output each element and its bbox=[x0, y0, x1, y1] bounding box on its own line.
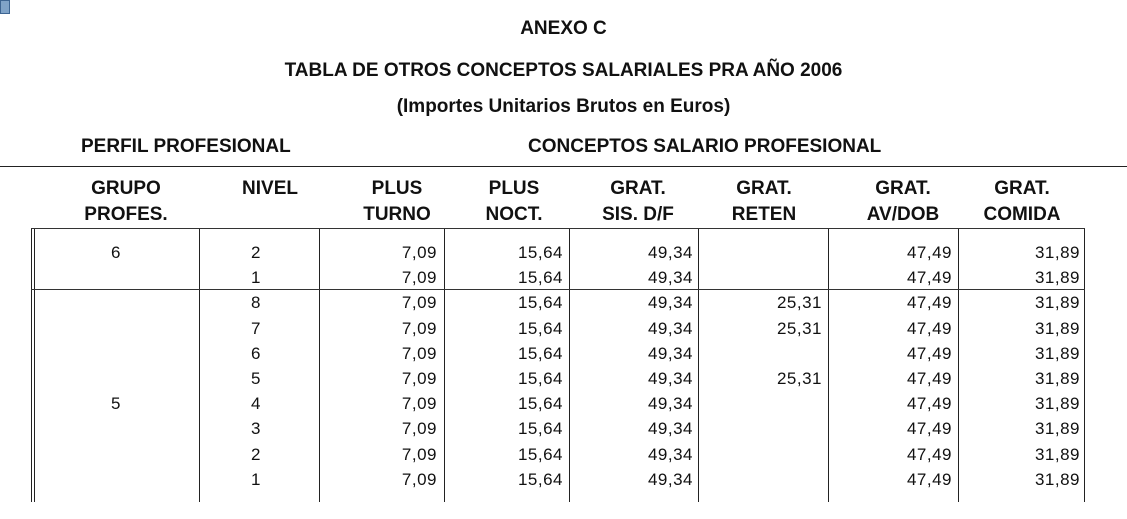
value-cell: 15,64 bbox=[517, 369, 563, 388]
table-column-line bbox=[444, 228, 445, 502]
value-cell: 31,89 bbox=[1034, 419, 1080, 439]
value-cell: 15,64 bbox=[517, 318, 563, 338]
value-cell: 7,09 bbox=[401, 243, 437, 262]
table-column-line bbox=[698, 228, 699, 502]
table-column-line bbox=[31, 228, 32, 502]
value-cell: 47,49 bbox=[906, 394, 952, 414]
section-conceptos-salario: CONCEPTOS SALARIO PROFESIONAL bbox=[528, 136, 882, 157]
value-cell: 15,64 bbox=[517, 469, 563, 489]
value-cell: 49,34 bbox=[647, 318, 693, 338]
value-cell: 31,89 bbox=[1034, 243, 1080, 262]
value-cell: 31,89 bbox=[1034, 268, 1080, 288]
value-cell: 15,64 bbox=[517, 419, 563, 439]
value-cell: 31,89 bbox=[1034, 318, 1080, 338]
column-header bbox=[843, 176, 963, 228]
nivel-cell: 2 bbox=[251, 243, 261, 262]
grupo-value: 6 bbox=[111, 243, 121, 262]
table-column-line bbox=[569, 228, 570, 502]
column-header bbox=[578, 176, 698, 228]
column-header bbox=[962, 176, 1082, 228]
value-cell: 7,09 bbox=[401, 394, 437, 414]
value-cell: 25,31 bbox=[776, 318, 822, 338]
nivel-cell: 2 bbox=[251, 444, 261, 464]
column-header-line1: PLUS bbox=[371, 178, 423, 199]
value-cell: 49,34 bbox=[647, 444, 693, 464]
table-top-line bbox=[31, 228, 1085, 229]
value-cell: 15,64 bbox=[517, 243, 563, 262]
value-cell: 49,34 bbox=[647, 469, 693, 489]
value-cell: 49,34 bbox=[647, 343, 693, 363]
value-cell: 47,49 bbox=[906, 444, 952, 464]
value-cell: 47,49 bbox=[906, 243, 952, 262]
value-cell: 7,09 bbox=[401, 318, 437, 338]
column-header-line2 bbox=[210, 202, 330, 228]
value-cell: 31,89 bbox=[1034, 369, 1080, 388]
nivel-cell: 7 bbox=[251, 318, 261, 338]
column-header-line1: GRAT. bbox=[875, 178, 931, 199]
value-cell: 47,49 bbox=[906, 469, 952, 489]
column-header bbox=[66, 176, 186, 228]
column-header bbox=[210, 176, 330, 228]
table-column-line bbox=[958, 228, 959, 502]
value-cell: 47,49 bbox=[906, 268, 952, 288]
window-corner-icon bbox=[0, 0, 10, 14]
value-cell: 25,31 bbox=[776, 369, 822, 388]
column-header-line2: RETEN bbox=[731, 204, 797, 225]
value-cell: 7,09 bbox=[401, 419, 437, 439]
value-cell: 31,89 bbox=[1034, 444, 1080, 464]
column-header-line2: NOCT. bbox=[485, 204, 543, 225]
value-cell: 7,09 bbox=[401, 293, 437, 313]
units-note: (Importes Unitarios Brutos en Euros) bbox=[396, 96, 731, 117]
nivel-cell: 3 bbox=[251, 419, 261, 439]
column-header-line2: COMIDA bbox=[983, 204, 1061, 225]
grupo-value: 5 bbox=[111, 393, 121, 413]
column-header-line2: TURNO bbox=[363, 204, 431, 225]
nivel-cell: 8 bbox=[251, 293, 261, 313]
value-cell: 15,64 bbox=[517, 444, 563, 464]
column-header-line1: GRUPO bbox=[91, 178, 161, 199]
value-cell: 47,49 bbox=[906, 419, 952, 439]
value-cell: 7,09 bbox=[401, 444, 437, 464]
column-header bbox=[337, 176, 457, 228]
table-column-line bbox=[828, 228, 829, 502]
document-title: ANEXO C bbox=[520, 18, 607, 39]
column-header-line1: GRAT. bbox=[736, 178, 792, 199]
table-column-line bbox=[34, 228, 35, 502]
value-cell: 15,64 bbox=[517, 293, 563, 313]
section-perfil-profesional: PERFIL PROFESIONAL bbox=[81, 136, 291, 157]
column-header-line1: GRAT. bbox=[610, 178, 666, 199]
value-cell: 15,64 bbox=[517, 268, 563, 288]
value-cell: 31,89 bbox=[1034, 469, 1080, 489]
nivel-cell: 6 bbox=[251, 343, 261, 363]
value-cell: 31,89 bbox=[1034, 343, 1080, 363]
value-cell: 49,34 bbox=[647, 293, 693, 313]
value-cell: 31,89 bbox=[1034, 394, 1080, 414]
column-header-line1: PLUS bbox=[488, 178, 540, 199]
value-cell: 7,09 bbox=[401, 469, 437, 489]
value-cell: 49,34 bbox=[647, 243, 693, 262]
value-cell: 15,64 bbox=[517, 394, 563, 414]
value-cell: 7,09 bbox=[401, 369, 437, 388]
nivel-cell: 1 bbox=[251, 268, 261, 288]
value-cell: 47,49 bbox=[906, 293, 952, 313]
nivel-cell: 1 bbox=[251, 469, 261, 489]
column-header bbox=[454, 176, 574, 228]
value-cell: 47,49 bbox=[906, 343, 952, 363]
column-header-line2: PROFES. bbox=[84, 204, 168, 225]
document-subtitle: TABLA DE OTROS CONCEPTOS SALARIALES PRA AÑO 2006 bbox=[284, 60, 843, 81]
column-header-line2: AV/DOB bbox=[866, 204, 940, 225]
value-cell: 31,89 bbox=[1034, 293, 1080, 313]
value-cell: 49,34 bbox=[647, 419, 693, 439]
value-cell: 47,49 bbox=[906, 318, 952, 338]
value-cell: 15,64 bbox=[517, 343, 563, 363]
header-rule bbox=[0, 166, 1127, 167]
value-cell: 49,34 bbox=[647, 369, 693, 388]
nivel-cell: 5 bbox=[251, 369, 261, 388]
value-cell: 47,49 bbox=[906, 369, 952, 388]
table-column-line bbox=[199, 228, 200, 502]
column-header-line1: GRAT. bbox=[994, 178, 1050, 199]
column-header-line1: NIVEL bbox=[242, 178, 298, 199]
table-column-line bbox=[1084, 228, 1085, 502]
value-cell: 25,31 bbox=[776, 293, 822, 313]
value-cell: 7,09 bbox=[401, 268, 437, 288]
column-header-line2: SIS. D/F bbox=[602, 204, 674, 225]
value-cell: 7,09 bbox=[401, 343, 437, 363]
value-cell: 49,34 bbox=[647, 394, 693, 414]
column-header bbox=[704, 176, 824, 228]
value-cell: 49,34 bbox=[647, 268, 693, 288]
table-column-line bbox=[319, 228, 320, 502]
nivel-cell: 4 bbox=[251, 394, 261, 414]
